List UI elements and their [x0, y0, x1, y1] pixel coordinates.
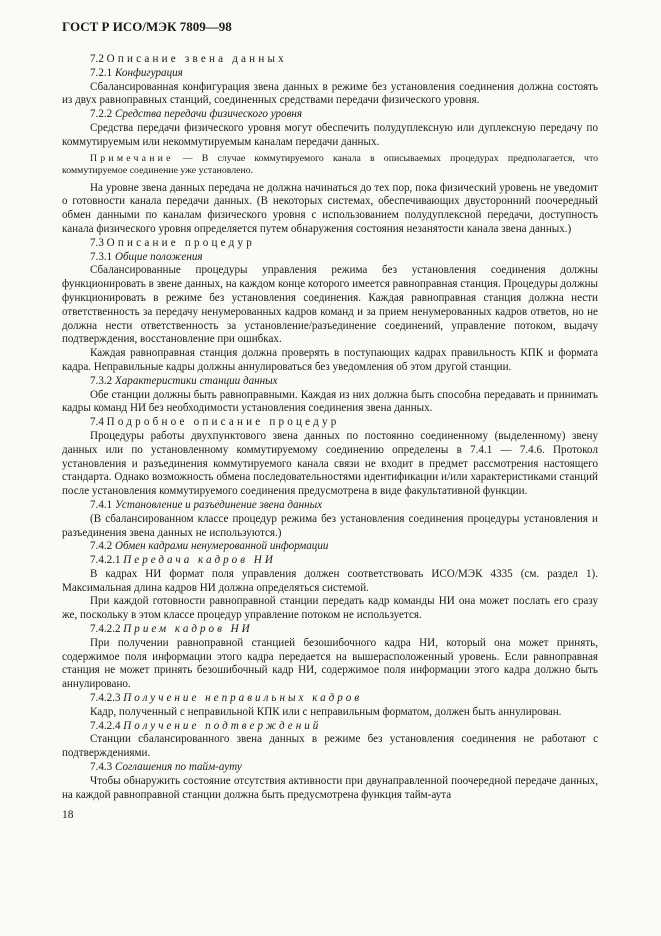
paragraph: (В сбалансированном классе процедур режима без установления соединения процедуры установления и разъединения звена данных не используются.)	[62, 512, 598, 539]
section-heading: 7.3 Описание процедур	[90, 236, 255, 249]
paragraph: На уровне звена данных передача не должна начинаться до тех пор, пока физический уровень не уведомит о готовности канала передачи данных. (В некоторых системах, обеспечивающих двусторонний поочередный обмен данными по каналам физического уровня с использованием полудуплексной передачи, доступность канала физического уровня определяется путем обнаружения состояния незанятости канала звена данных.)	[62, 181, 598, 235]
section-heading: 7.4 Подробное описание процедур	[90, 416, 340, 429]
subsubsection-heading: 7.4.2.2 Прием кадров НИ	[90, 623, 253, 636]
paragraph: Обе станции должны быть равноправными. Каждая из них должна быть способна передавать и принимать кадры команд НИ без необходимости установления соединения звена данных.	[62, 388, 598, 415]
page-number: 18	[62, 809, 74, 821]
note: Примечание — В случае коммутируемого канала в описываемых процедурах предполагается, что коммутируемое соединение уже установлено.	[62, 152, 598, 177]
page-header: ГОСТ Р ИСО/МЭК 7809—98	[62, 19, 232, 34]
document-body	[62, 53, 598, 802]
paragraph: Сбалансированная конфигурация звена данных в режиме без установления соединения должна состоять из двух равноправных станций, соединенных средствами передачи физического уровня.	[62, 80, 598, 107]
subsection-heading: 7.4.1 Установление и разъединение звена данных	[90, 498, 323, 511]
paragraph: Станции сбалансированного звена данных в режиме без установления соединения не работают с подтверждениями.	[62, 733, 598, 760]
paragraph: При каждой готовности равноправной станции передать кадр команды НИ она может послать его сразу же, поскольку в этом классе процедур управление потоком не используется.	[62, 595, 598, 622]
paragraph: Процедуры работы двухпунктового звена данных по постоянно соединенному (выделенному) звену данных или по установленному коммутируемому соединению определены в 7.4.1 — 7.4.6. Протокол установления и разъединения коммутируемого канала связи не входит в предмет рассмотрения настоящего стандарта. Однако возможность обмена последовательностями идентификации и/или характеристиками станций после установления коммутируемого соединения предусмотрена в виде факультативной функции.	[62, 429, 598, 498]
subsection-heading: 7.3.2 Характеристики станции данных	[90, 374, 278, 387]
paragraph: Каждая равноправная станция должна проверять в поступающих кадрах правильность КПК и формата кадра. Неправильные кадры должны аннулироваться без уведомления об этом другой станции.	[62, 347, 598, 373]
subsection-heading: 7.3.1 Общие положения	[90, 250, 203, 263]
subsubsection-heading: 7.4.2.1 Передача кадров НИ	[90, 554, 276, 567]
subsubsection-heading: 7.4.2.3 Получение неправильных кадров	[90, 692, 363, 705]
paragraph: При получении равноправной станцией безошибочного кадра НИ, который она может принять, содержимое поля информации этого кадра передается на вышерасположенный уровень. Если равноправная станция не может принять безошибочный кадр НИ, содержимое поля информации этого кадра должно быть аннулировано.	[62, 636, 598, 691]
subsection-heading: 7.2.2 Средства передачи физического уровня	[90, 108, 303, 121]
paragraph: Кадр, полученный с неправильной КПК или с неправильным форматом, должен быть аннулирован.	[90, 705, 562, 718]
subsubsection-heading: 7.4.2.4 Получение подтверждений	[90, 719, 322, 732]
paragraph: Сбалансированные процедуры управления режима без установления соединения должны функционировать в звене данных, на каждом конце которого имеется равноправная станция. Процедуры должны функционировать в режиме без установления соединения. Каждая равноправная станция должна нести ответственность за передачу ненумерованных кадров команд и за прием ненумерованных кадров ответов, но не должна нести ответственность за установление/разъединение соединений, управление потоком, выдачу подтверждения, восстановление при ошибках.	[62, 264, 598, 346]
section-heading: 7.2 Описание звена данных	[90, 53, 287, 65]
subsection-heading: 7.4.2 Обмен кадрами ненумерованной информации	[90, 540, 329, 553]
paragraph: В кадрах НИ формат поля управления должен соответствовать ИСО/МЭК 4335 (см. раздел 1). Максимальная длина кадров НИ должна определяться системой.	[62, 567, 598, 594]
paragraph: Чтобы обнаружить состояние отсутствия активности при двунаправленной поочередной передаче данных, на каждой равноправной станции должна быть предусмотрена функция тайм-аута	[62, 774, 598, 801]
subsection-heading: 7.4.3 Соглашения по тайм-ауту	[90, 761, 242, 774]
paragraph: Средства передачи физического уровня могут обеспечить полудуплексную или дуплексную передачу по коммутируемым или некоммутируемым каналам передачи данных.	[62, 121, 598, 148]
subsection-heading: 7.2.1 Конфигурация	[90, 66, 183, 79]
